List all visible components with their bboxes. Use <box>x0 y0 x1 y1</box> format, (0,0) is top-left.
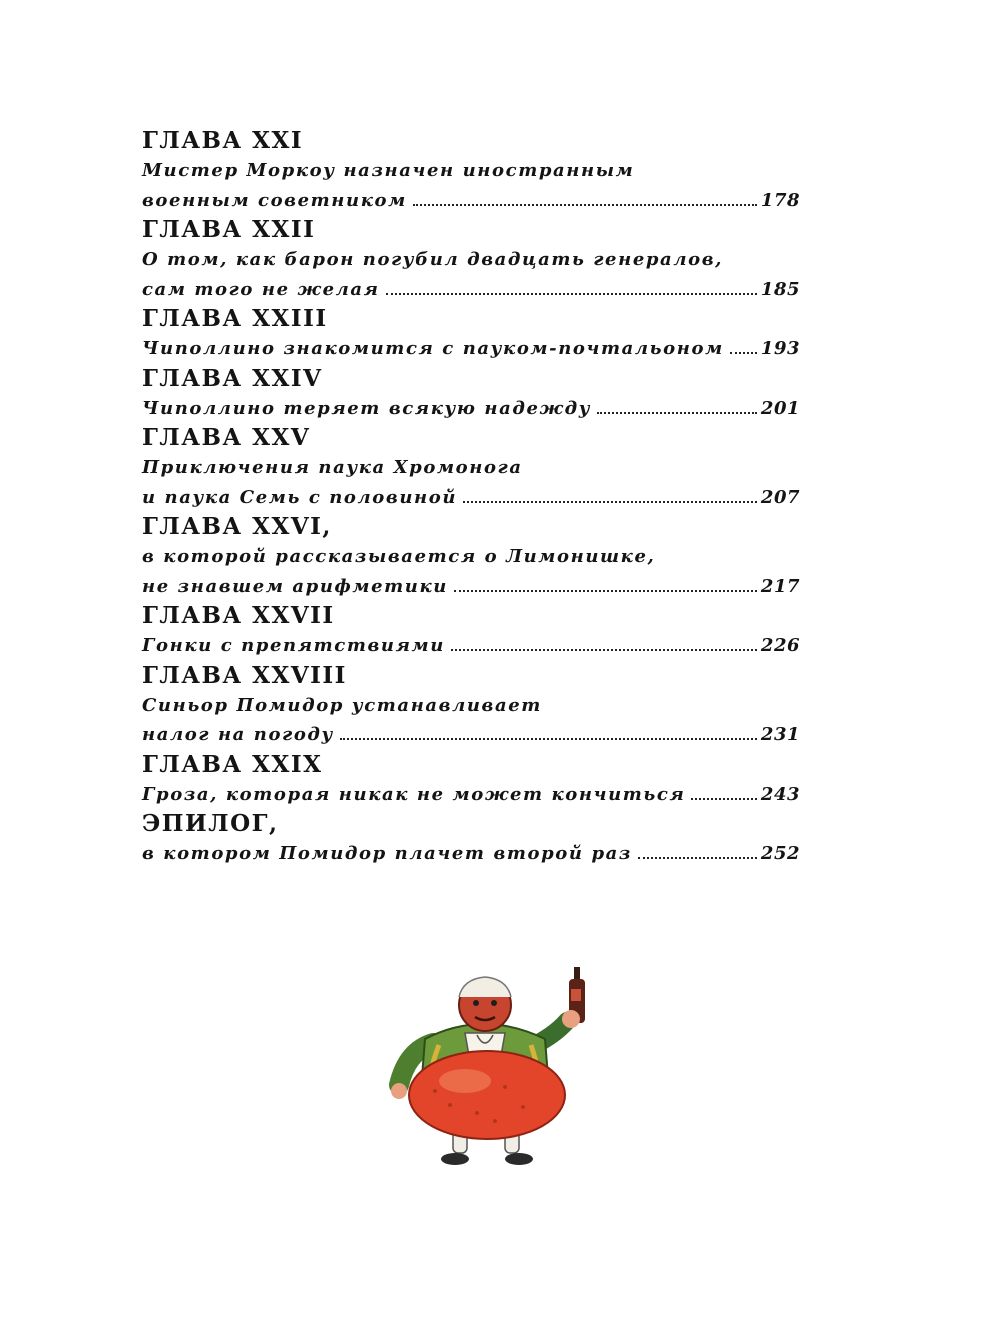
entry-line <box>142 542 800 572</box>
toc-entry <box>142 601 800 661</box>
entry-line <box>142 186 800 216</box>
toc-entry <box>142 661 800 750</box>
entry-title-text: Чиполлино знакомится с пауком-почтальоном <box>142 338 724 359</box>
entry-line <box>142 720 800 750</box>
dot-leader <box>454 590 757 592</box>
entry-title-text: и паука Семь с половиной <box>142 486 458 508</box>
page-number: 243 <box>760 783 800 805</box>
entry-title-text: Мистер Моркоу назначен иностранным <box>142 160 635 181</box>
entry-title-text: О том, как барон погубил двадцать генералов, <box>142 249 723 270</box>
toc-entry <box>142 512 800 601</box>
page-number: 178 <box>760 189 800 211</box>
dot-leader <box>638 857 757 859</box>
dot-leader <box>340 738 757 740</box>
page-number: 217 <box>760 575 800 597</box>
dot-leader <box>451 649 757 651</box>
entry-title-text: Синьор Помидор устанавливает <box>142 694 542 716</box>
signor-tomato-illustration-icon <box>355 955 615 1170</box>
chapter-title: ГЛАВА XXV <box>142 424 311 451</box>
toc-entry <box>142 364 800 424</box>
entry-line <box>142 394 800 424</box>
toc-entry <box>142 215 800 304</box>
chapter-title: ГЛАВА XXII <box>142 216 316 243</box>
entry-line <box>142 453 800 483</box>
entry-title-text: Гонки с препятствиями <box>142 635 445 656</box>
toc-entry <box>142 750 800 810</box>
toc-entry <box>142 304 800 364</box>
chapter-title: ГЛАВА XXVI, <box>142 513 332 540</box>
table-of-contents <box>142 126 800 869</box>
entry-line <box>142 631 800 661</box>
page-number: 226 <box>760 635 800 656</box>
toc-entry <box>142 126 800 215</box>
page-number: 252 <box>760 843 800 864</box>
chapter-title: ГЛАВА XXIII <box>142 305 328 332</box>
entry-line <box>142 334 800 364</box>
entry-line <box>142 483 800 513</box>
entry-line <box>142 780 800 810</box>
entry-title-text: сам того не желая <box>142 278 380 300</box>
dot-leader <box>413 204 757 206</box>
entry-title-text: Гроза, которая никак не может кончиться <box>142 783 686 805</box>
entry-title-text: в котором Помидор плачет второй раз <box>142 843 632 864</box>
toc-entry <box>142 809 800 869</box>
entry-title-text: Чиполлино теряет всякую надежду <box>142 397 592 419</box>
entry-title-text: военным советником <box>142 189 407 211</box>
chapter-title: ГЛАВА XXVII <box>142 602 335 629</box>
dot-leader <box>691 798 757 800</box>
chapter-title: ГЛАВА XXVIII <box>142 661 347 689</box>
page-number: 185 <box>760 278 800 300</box>
page-number: 201 <box>760 397 800 419</box>
toc-entry <box>142 423 800 512</box>
entry-title-text: не знавшем арифметики <box>142 575 448 597</box>
dot-leader <box>463 501 757 503</box>
page-number: 193 <box>760 338 800 359</box>
entry-line <box>142 245 800 275</box>
entry-line <box>142 691 800 721</box>
chapter-title: ГЛАВА XXI <box>142 127 304 154</box>
entry-title-text: в которой рассказывается о Лимонишке, <box>142 546 656 567</box>
dot-leader <box>597 412 757 414</box>
entry-line <box>142 572 800 602</box>
dot-leader <box>386 293 757 295</box>
page-number: 207 <box>760 486 800 508</box>
dot-leader <box>730 352 757 354</box>
entry-title-text: налог на погоду <box>142 724 334 745</box>
entry-line <box>142 275 800 305</box>
chapter-title: ЭПИЛОГ, <box>142 810 279 837</box>
entry-line <box>142 839 800 869</box>
chapter-title: ГЛАВА XXIX <box>142 750 323 778</box>
entry-title-text: Приключения паука Хромонога <box>142 457 523 478</box>
entry-line <box>142 156 800 186</box>
page-number: 231 <box>760 724 800 745</box>
chapter-title: ГЛАВА XXIV <box>142 364 323 392</box>
